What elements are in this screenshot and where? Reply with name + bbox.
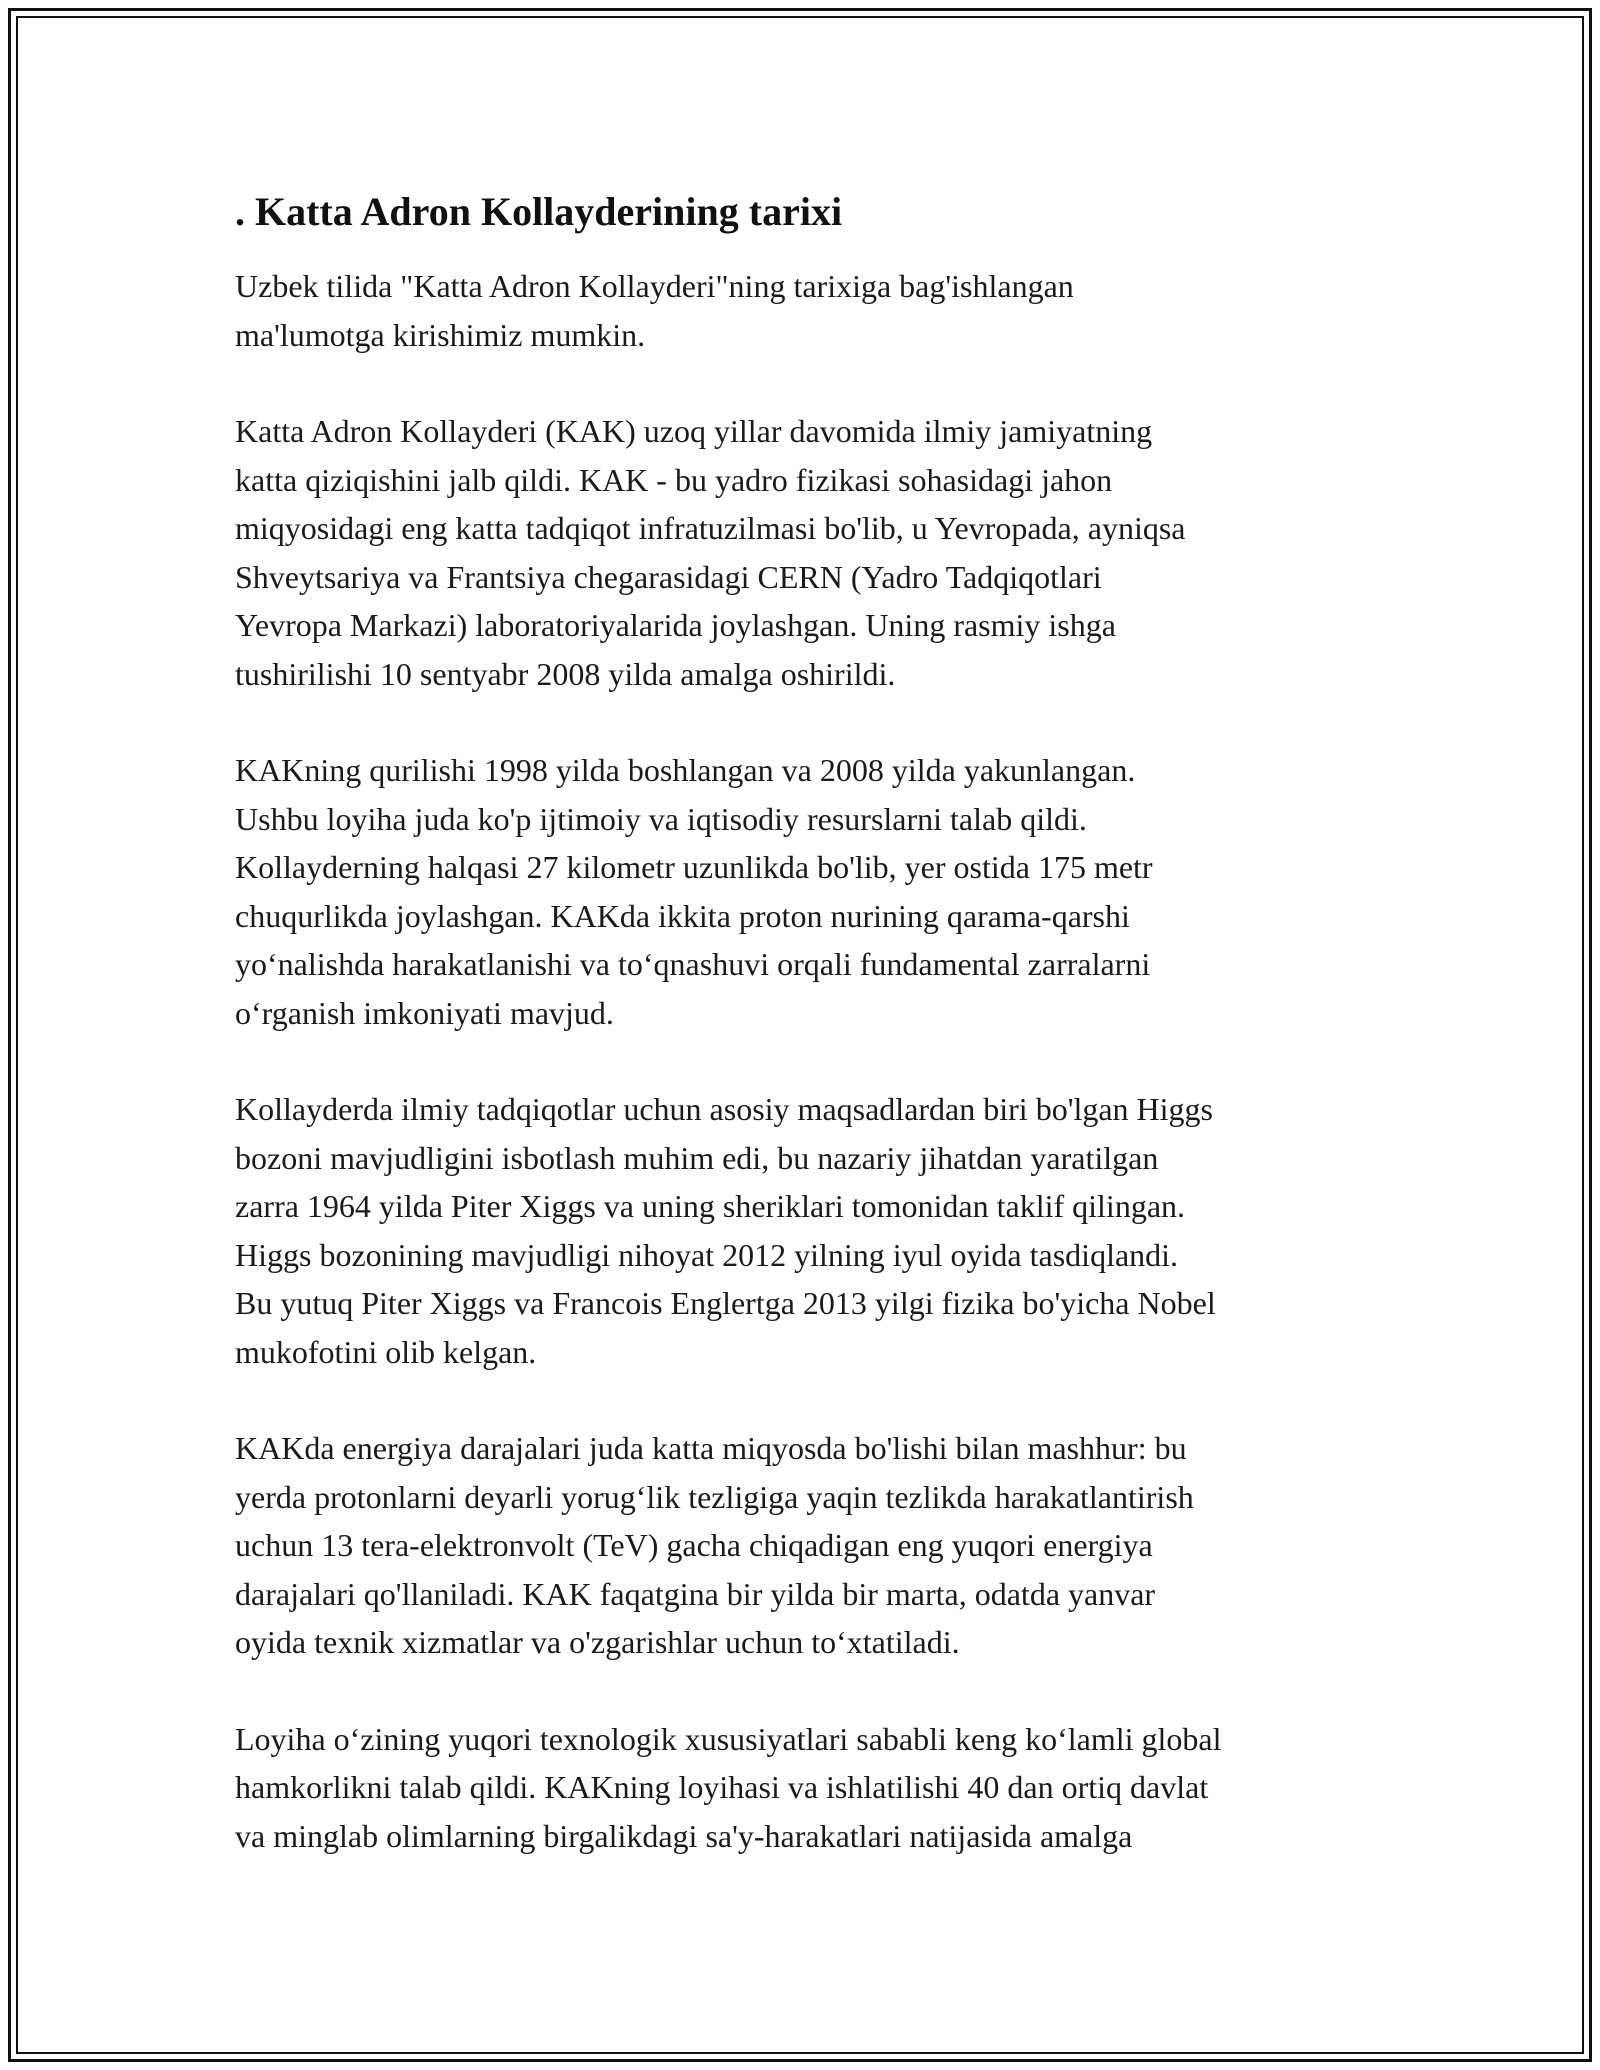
text-line: zarra 1964 yilda Piter Xiggs va uning sheriklari tomonidan taklif qilingan. — [235, 1188, 1186, 1224]
paragraph-collaboration — [235, 1715, 1375, 1861]
text-line: va minglab olimlarning birgalikdagi sa'y-harakatlari natijasida amalga — [235, 1817, 1133, 1854]
text-line: oyida texnik xizmatlar va o'zgarishlar uchun to‘xtatiladi. — [235, 1624, 960, 1660]
text-line: yerda protonlarni deyarli yorug‘lik tezligiga yaqin tezlikda harakatlantirish — [235, 1478, 1194, 1515]
text-line: Shveytsariya va Frantsiya chegarasidagi CERN (Yadro Tadqiqotlari — [235, 558, 1102, 595]
text-line: uchun 13 tera-elektronvolt (TeV) gacha chiqadigan eng yuqori energiya — [235, 1527, 1153, 1563]
paragraph-construction — [235, 746, 1375, 1037]
paragraph-energy — [235, 1424, 1375, 1667]
text-line: Higgs bozonining mavjudligi nihoyat 2012 yilning iyul oyida tasdiqlandi. — [235, 1236, 1179, 1273]
paragraph-higgs — [235, 1085, 1375, 1376]
text-line: yo‘nalishda harakatlanishi va to‘qnashuvi orqali fundamental zarralarni — [235, 946, 1151, 982]
paragraph-overview — [235, 407, 1375, 698]
text-line: bozoni mavjudligini isbotlash muhim edi, bu nazariy jihatdan yaratilgan — [235, 1139, 1159, 1176]
text-line: katta qiziqishini jalb qildi. KAK - bu yadro fizikasi sohasidagi jahon — [235, 461, 1113, 498]
text-line: Bu yutuq Piter Xiggs va Francois Englertga 2013 yilgi fizika bo'yicha Nobel — [235, 1285, 1216, 1321]
text-line: miqyosidagi eng katta tadqiqot infratuzilmasi bo'lib, u Yevropada, ayniqsa — [235, 510, 1186, 546]
document-title: . Katta Adron Kollayderining tarixi — [235, 189, 843, 234]
text-line: hamkorlikni talab qildi. KAKning loyihasi va ishlatilishi 40 dan ortiq davlat — [235, 1769, 1209, 1805]
text-line: Kollayderning halqasi 27 kilometr uzunlikda bo'lib, yer ostida 175 metr — [235, 849, 1153, 885]
text-line: KAKda energiya darajalari juda katta miqyosda bo'lishi bilan mashhur: bu — [235, 1430, 1187, 1466]
text-line: tushirilishi 10 sentyabr 2008 yilda amalga oshirildi. — [235, 655, 896, 692]
text-line: mukofotini olib kelgan. — [235, 1333, 537, 1370]
text-line: Yevropa Markazi) laboratoriyalarida joylashgan. Uning rasmiy ishga — [235, 607, 1116, 643]
text-line: ma'lumotga kirishimiz mumkin. — [235, 316, 646, 353]
text-line: chuqurlikda joylashgan. KAKda ikkita proton nurining qarama-qarshi — [235, 897, 1130, 934]
text-line: Loyiha o‘zining yuqori texnologik xususiyatlari sababli keng ko‘lamli global — [235, 1720, 1222, 1757]
text-line: darajalari qo'llaniladi. KAK faqatgina bir yilda bir marta, odatda yanvar — [235, 1575, 1156, 1612]
text-line: Kollayderda ilmiy tadqiqotlar uchun asosiy maqsadlardan biri bo'lgan Higgs — [235, 1091, 1213, 1127]
text-line: Katta Adron Kollayderi (KAK) uzoq yillar davomida ilmiy jamiyatning — [235, 413, 1153, 449]
text-line: o‘rganish imkoniyati mavjud. — [235, 994, 614, 1031]
document-body — [235, 186, 1375, 1908]
text-line: KAKning qurilishi 1998 yilda boshlangan va 2008 yilda yakunlangan. — [235, 752, 1136, 788]
text-line: Uzbek tilida "Katta Adron Kollayderi"ning tarixiga bag'ishlangan — [235, 268, 1074, 304]
paragraph-intro — [235, 262, 1375, 359]
text-line: Ushbu loyiha juda ko'p ijtimoiy va iqtisodiy resurslarni talab qildi. — [235, 800, 1087, 837]
